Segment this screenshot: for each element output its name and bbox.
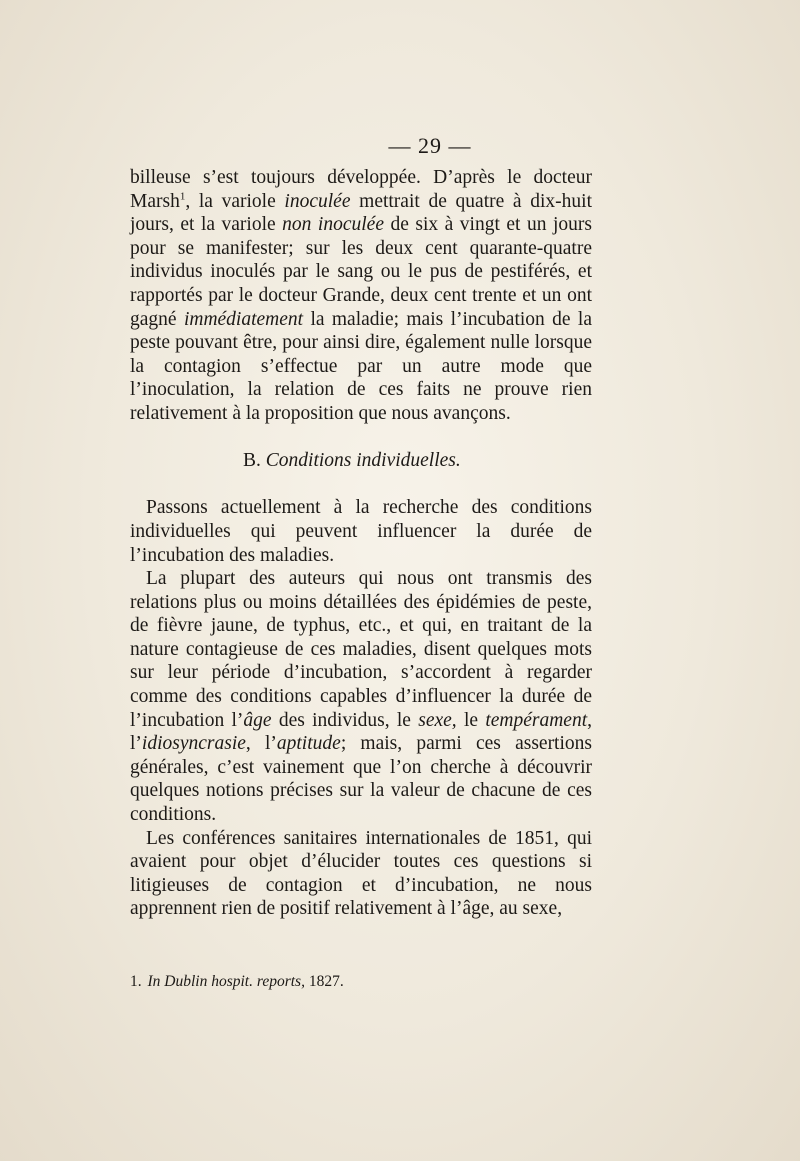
- footnote: [130, 972, 592, 992]
- text-run: , la variole: [185, 190, 285, 212]
- section-letter: B.: [243, 450, 261, 472]
- text-run: billeuse s’est toujours développée. D’après le docteur Marsh: [130, 167, 592, 212]
- footnote-source: In Dublin hospit. reports,: [147, 973, 305, 990]
- italic-term: aptitude: [276, 733, 341, 755]
- paragraph-2: Passons actuellement à la recherche des conditions individuelles qui peuvent influencer la durée de l’incubation des maladies.: [130, 497, 592, 566]
- text-run: la maladie; mais l’incubation de la peste pouvant être, pour ainsi dire, également nulle lorsque la contagion s’effectue par un autre mode que l’inoculation, la relation de ces faits ne prouve rien relativement à la proposition que nous avançons.: [130, 308, 593, 424]
- text-run: mettrait de quatre à dix-huit jours, et la variole: [130, 190, 592, 236]
- italic-term: inoculée: [284, 190, 351, 212]
- italic-term: non inoculée: [282, 214, 384, 236]
- italic-term: âge: [243, 709, 272, 731]
- italic-term: idiosyncrasie: [141, 733, 246, 755]
- section-title: Conditions individuelles.: [265, 450, 461, 472]
- page-number: — 29 —: [388, 133, 472, 158]
- paragraph-1: [130, 166, 592, 426]
- text-run: le: [456, 709, 486, 731]
- paragraph-3: [130, 567, 592, 827]
- italic-term: sexe,: [418, 709, 457, 731]
- text-run: de six à vingt et un jours pour se manifester; sur les deux cent quarante-quatre individus inoculés par le sang ou le pus de pestiférés, et rapportés par le docteur Grande, deux cent trente et un ont gagné: [130, 214, 592, 330]
- paragraph-4: Les conférences sanitaires internationales de 1851, qui avaient pour objet d’élucider toutes ces questions si litigieuses de contagion et d’incubation, ne nous apprennent rien de positif relativement à l’âge, au sexe,: [130, 827, 592, 920]
- text-run: des individus, le: [271, 709, 419, 731]
- text-run: La plupart des auteurs qui nous ont transmis des relations plus ou moins détaillées des épidémies de peste, de fièvre jaune, de typhus, etc., et qui, en traitant de la nature contagieuse de ces maladies, disent quelques mots sur leur période d’incubation, s’accordent à regarder comme des conditions capables d’influencer la durée de l’incubation l’: [130, 568, 592, 731]
- footnote-reference: 1: [179, 190, 186, 203]
- footnote-number: 1.: [130, 973, 142, 990]
- footnote-year: 1827.: [308, 973, 344, 990]
- body-text: [130, 166, 592, 921]
- text-run: , l’: [245, 733, 277, 755]
- italic-term: tempérament: [485, 709, 588, 731]
- section-heading: [130, 449, 592, 473]
- text-run: , l’: [130, 709, 592, 755]
- italic-term: immédiatement: [183, 308, 304, 330]
- text-run: ; mais, parmi ces assertions générales, c’est vainement que l’on cherche à découvrir quelques notions précises sur la valeur de chacune de ces conditions.: [130, 733, 592, 826]
